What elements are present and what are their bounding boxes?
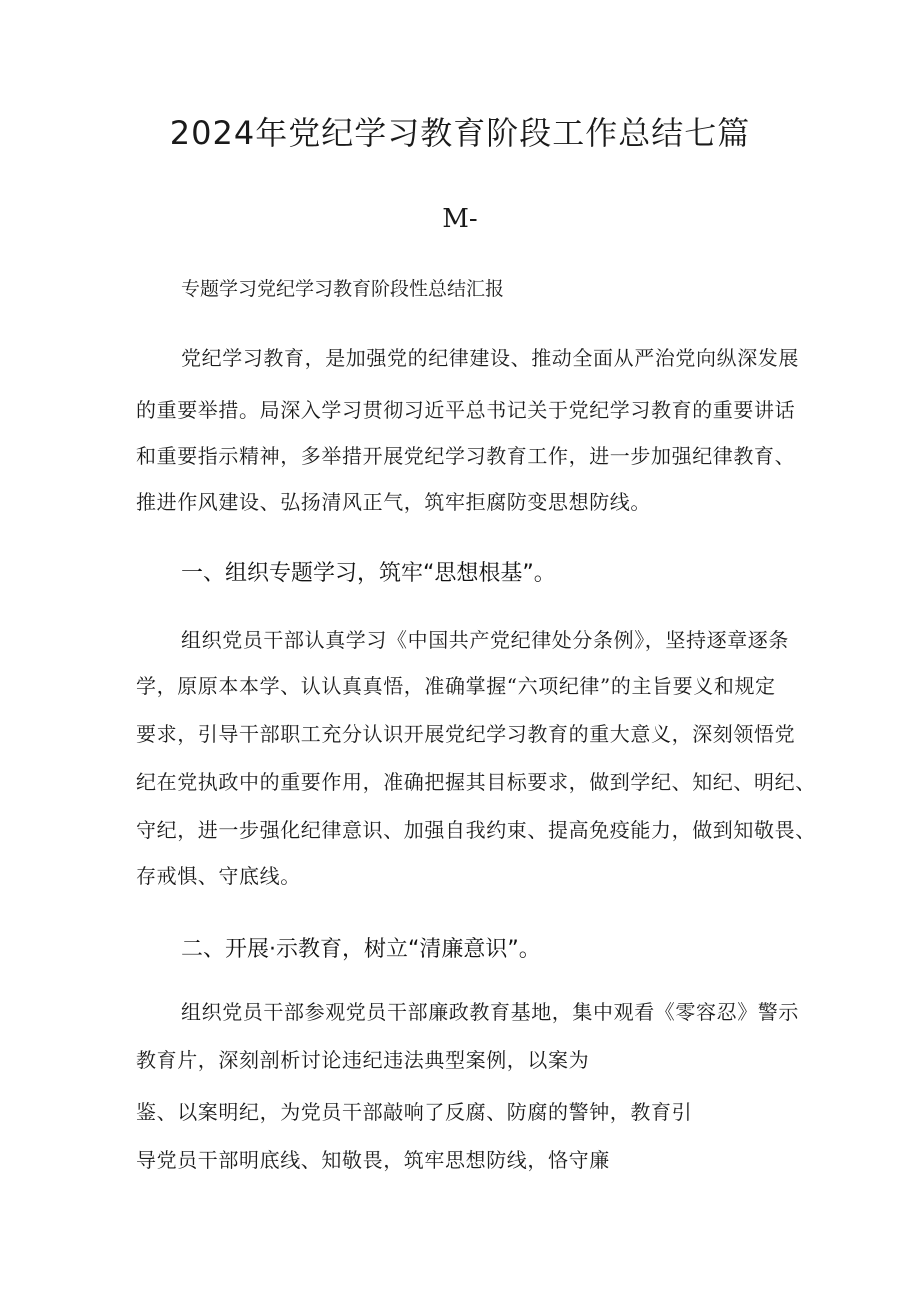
intro-line: 推进作风建设、弘扬清风正气，筑牢拒腐防变思想防线。 xyxy=(136,490,651,514)
section2-line: 鉴、以案明纪，为党员干部敲响了反腐、防腐的警钟，教育引 xyxy=(136,1100,693,1124)
report-subtitle: 专题学习党纪学习教育阶段性总结汇报 xyxy=(181,278,505,300)
intro-line: 党纪学习教育，是加强党的纪律建设、推动全面从严治党向纵深发展 xyxy=(181,346,799,370)
section1-line: 纪在党执政中的重要作用，准确把握其目标要求，做到学纪、知纪、明纪、 xyxy=(136,770,816,794)
section2-line: 教育片，深刻剖析讨论违纪违法典型案例，以案为 xyxy=(136,1048,590,1072)
document-title: 2024年党纪学习教育阶段工作总结七篇 xyxy=(169,114,751,152)
section-mark: M- xyxy=(442,204,478,234)
section-heading: 二、开展·示教育，树立“清廉意识”。 xyxy=(181,937,541,962)
section2-line: 组织党员干部参观党员干部廉政教育基地，集中观看《零容忍》警示 xyxy=(181,1000,799,1024)
intro-line: 和重要指示精神，多举措开展党纪学习教育工作，进一步加强纪律教育、 xyxy=(136,444,796,468)
section1-line: 学，原原本本学、认认真真悟，准确掌握“六项纪律”的主旨要义和规定 xyxy=(136,674,776,698)
section1-line: 存戒惧、守底线。 xyxy=(136,864,301,888)
section1-line: 守纪，进一步强化纪律意识、加强自我约束、提高免疫能力，做到知敬畏、 xyxy=(136,818,816,842)
section-heading: 一、组织专题学习，筑牢“思想根基”。 xyxy=(181,561,556,586)
intro-line: 的重要举措。局深入学习贯彻习近平总书记关于党纪学习教育的重要讲话 xyxy=(136,398,796,422)
section1-line: 组织党员干部认真学习《中国共产党纪律处分条例》，坚持逐章逐条 xyxy=(181,628,789,652)
section1-line: 要求，引导干部职工充分认识开展党纪学习教育的重大意义，深刻领悟党 xyxy=(136,722,796,746)
section2-line: 导党员干部明底线、知敬畏，筑牢思想防线，恪守廉 xyxy=(136,1148,610,1172)
